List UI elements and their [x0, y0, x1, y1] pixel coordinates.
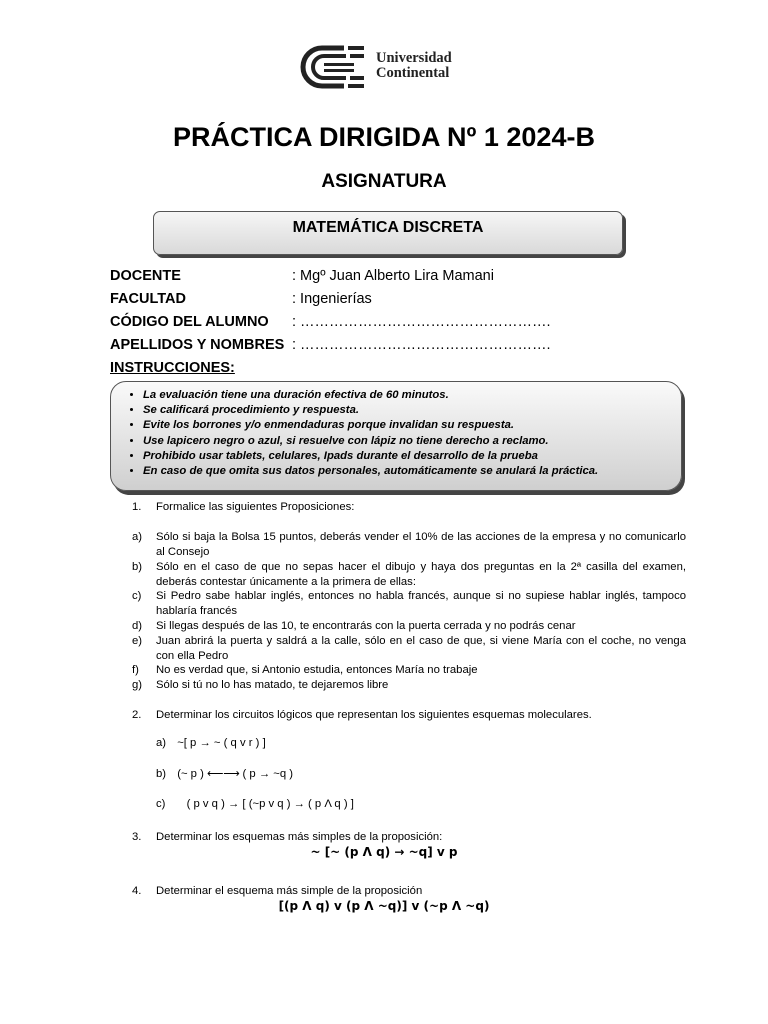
question-number: 3.: [132, 831, 142, 843]
item-letter: a): [132, 531, 143, 543]
question-text: Determinar el esquema más simple de la proposición: [156, 885, 423, 897]
item-letter: g): [132, 679, 143, 691]
question-number: 2.: [132, 709, 142, 721]
university-logo-icon: [300, 44, 366, 90]
info-row-codigo: [110, 314, 670, 336]
item-letter: b): [132, 561, 143, 573]
info-label: FACULTAD: [110, 291, 186, 307]
q1-item-e: [132, 634, 692, 664]
question-number: 1.: [132, 501, 142, 513]
instruction-item: • Se calificará procedimiento y respuesta.: [143, 403, 681, 418]
instruction-item: • En caso de que omita sus datos personales, automáticamente se anulará la práctica.: [143, 464, 681, 479]
item-text: Si llegas después de las 10, te encontrarás con la puerta cerrada y no podrás cenar: [156, 620, 576, 632]
info-row-docente: [110, 268, 670, 290]
instructions-box: [110, 381, 682, 491]
item-text: No es verdad que, si Antonio estudia, entonces María no trabaje: [156, 664, 478, 676]
item-letter: c): [132, 590, 142, 602]
item-letter: e): [132, 635, 143, 647]
question-text: Formalice las siguientes Proposiciones:: [156, 501, 355, 513]
instruction-item: • Use lapicero negro o azul, si resuelve con lápiz no tiene derecho a reclamo.: [143, 434, 681, 449]
item-letter: c): [156, 798, 166, 810]
info-label: CÓDIGO DEL ALUMNO: [110, 314, 269, 330]
info-label: APELLIDOS Y NOMBRES: [110, 337, 285, 353]
item-letter: f): [132, 664, 139, 676]
q1-item-d: [132, 619, 692, 634]
info-row-facultad: [110, 291, 670, 313]
question-text: Determinar los circuitos lógicos que representan los siguientes esquemas moleculares.: [156, 709, 592, 721]
question-text: Determinar los esquemas más simples de la proposición:: [156, 831, 443, 843]
logo-line2: Continental: [376, 65, 450, 81]
q1-item-c: [132, 589, 692, 619]
q1-item-f: [132, 663, 692, 678]
university-logo: [300, 44, 480, 92]
info-value: : Mgº Juan Alberto Lira Mamani: [292, 268, 494, 284]
course-box: [153, 211, 623, 255]
q2-item-a: [156, 737, 266, 749]
q3-formula: ~ [~ (p Λ q) → ~q] v p: [310, 845, 458, 859]
logo-line1: Universidad: [376, 50, 452, 66]
item-formula: ( p v q ) → [ (~p v q ) → ( p Λ q ) ]: [186, 798, 354, 810]
instruction-item: • La evaluación tiene una duración efectiva de 60 minutos.: [143, 388, 681, 403]
item-text: Sólo en el caso de que no sepas hacer el dibujo y haya dos preguntas en la 2ª casilla del examen, deberás contestar únicamente a la primera de ellas:: [156, 561, 686, 588]
q2-item-c: [156, 798, 354, 810]
q1-item-a: [132, 530, 692, 560]
page-subtitle: ASIGNATURA: [321, 171, 447, 192]
item-letter: b): [156, 768, 167, 780]
info-value: : …………………………………………….: [292, 314, 551, 330]
q1-item-g: [132, 678, 692, 693]
q1-item-b: [132, 560, 692, 590]
item-letter: d): [132, 620, 143, 632]
item-text: Si Pedro sabe hablar inglés, entonces no habla francés, aunque si no supiese hablar inglés, tampoco hablaría francés: [156, 590, 686, 617]
info-value: : …………………………………………….: [292, 337, 551, 353]
info-row-apellidos: [110, 337, 670, 359]
item-formula: (~ p ) ⟵⟶ ( p → ~q ): [177, 768, 294, 780]
item-letter: a): [156, 737, 167, 749]
q4-formula: [(p Λ q) v (p Λ ~q)] v (~p Λ ~q): [278, 899, 490, 913]
instructions-title: INSTRUCCIONES:: [110, 360, 235, 376]
info-value: : Ingenierías: [292, 291, 372, 307]
instruction-item: • Prohibido usar tablets, celulares, Ipads durante el desarrollo de la prueba: [143, 449, 681, 464]
info-label: DOCENTE: [110, 268, 181, 284]
item-text: Juan abrirá la puerta y saldrá a la calle, sólo en el caso de que, si viene María con el coche, no venga con ella Pedro: [156, 635, 686, 662]
q2-item-b: [156, 767, 293, 780]
instruction-item: • Evite los borrones y/o enmendaduras porque invalidan su respuesta.: [143, 418, 681, 433]
course-name: MATEMÁTICA DISCRETA: [292, 219, 484, 236]
item-text: Sólo si tú no lo has matado, te dejaremos libre: [156, 679, 389, 691]
page-title: PRÁCTICA DIRIGIDA Nº 1 2024-B: [173, 122, 595, 152]
question-number: 4.: [132, 885, 142, 897]
item-text: Sólo si baja la Bolsa 15 puntos, deberás vender el 10% de las acciones de la empresa y no comunicarlo al Consejo: [156, 531, 686, 558]
logo-text: [376, 51, 452, 81]
instructions-list: [111, 382, 681, 479]
item-formula: ~[ p → ~ ( q v r ) ]: [177, 737, 266, 749]
